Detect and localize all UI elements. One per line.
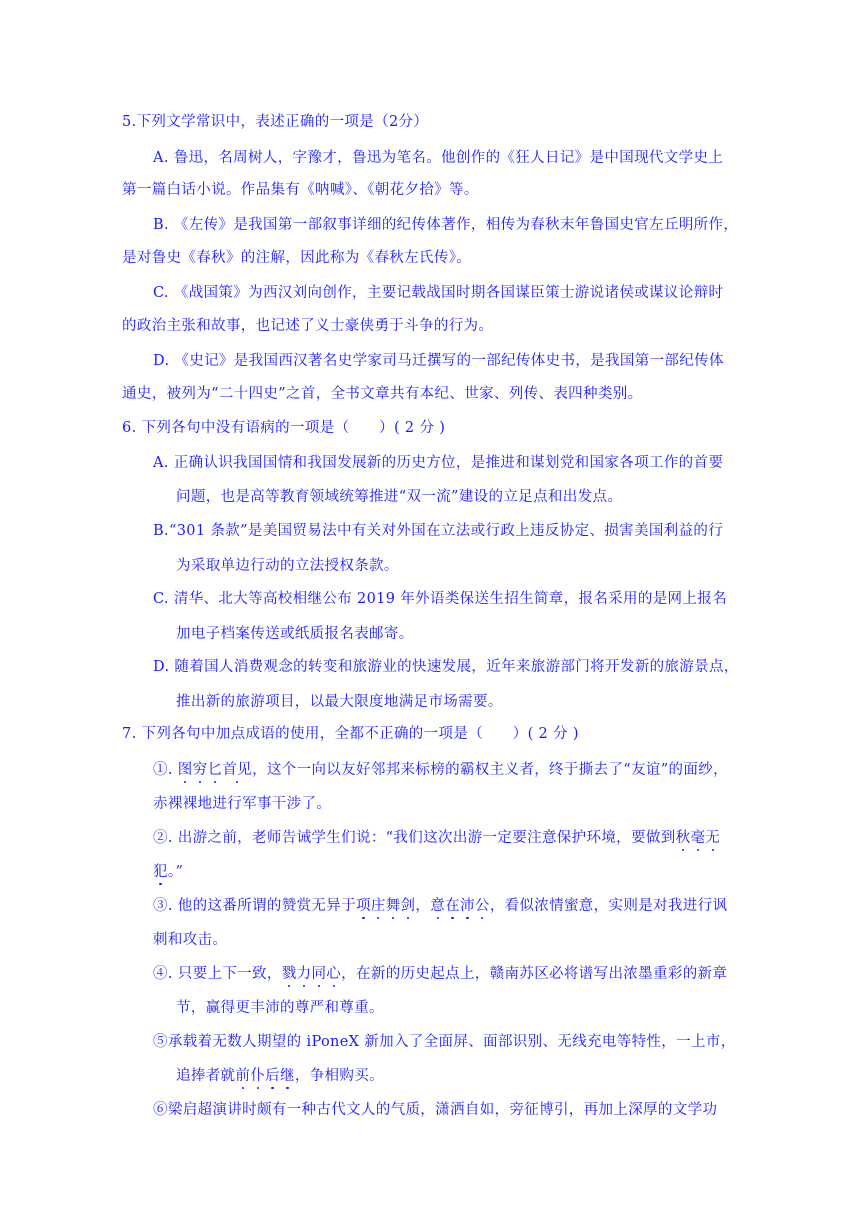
q5-option-d-line1: D. 《史记》是我国西汉著名史学家司马迁撰写的一部纪传体史书，是我国第一部纪传体 [153, 353, 724, 369]
q7-item1-line1: ①. 图穷匕首见，这个一向以友好邻邦来标榜的霸权主义者，终于撕去了“友谊”的面纱， [153, 762, 728, 778]
q7-item2-line1: ②. 出游之前，老师告诫学生们说：“我们这次出游一定要注意保护环境，要做到秋毫无 [153, 830, 721, 846]
q5-option-c-line1: C. 《战国策》为西汉刘向创作，主要记载战国时期各国谋臣策士游说诸侯或谋议论辩时 [153, 285, 724, 301]
q5-option-b-line2: 是对鲁史《春秋》的注解，因此称为《春秋左氏传》。 [122, 250, 472, 266]
q5-option-a-line1: A. 鲁迅，名周树人，字豫才，鲁迅为笔名。他创作的《狂人日记》是中国现代文学史上 [153, 150, 724, 166]
q7-item3-line2: 刺和攻击。 [153, 932, 228, 948]
q7-item5-line1: ⑤承载着无数人期望的 iPoneX 新加入了全面屏、面部识别、无线充电等特性，一上市， [153, 1034, 736, 1050]
q6-option-b-line1: B.“301 条款”是美国贸易法中有关对外国在立法或行政上违反协定、损害美国利益的行 [153, 523, 724, 539]
q7-item6-line1: ⑥梁启超演讲时颇有一种古代文人的气质，潇洒自如，旁征博引，再加上深厚的文学功 [153, 1102, 718, 1118]
q6-option-a-line2: 问题，也是高等教育领域统筹推进“双一流”建设的立足点和出发点。 [176, 489, 623, 505]
q7-stem: 7. 下列各句中加点成语的使用，全都不正确的一项是（ ）( 2 分 ) [122, 726, 579, 742]
q7-item4-line2: 节，赢得更丰沛的尊严和尊重。 [176, 1000, 384, 1016]
q6-option-c-line2: 加电子档案传送或纸质报名表邮寄。 [176, 626, 414, 642]
q5-option-a-line2: 第一篇白话小说。作品集有《呐喊》、《朝花夕拾》等。 [122, 182, 479, 198]
q6-option-b-line2: 为采取单边行动的立法授权条款。 [176, 558, 399, 574]
q6-option-d-line2: 推出新的旅游项目，以最大限度地满足市场需要。 [176, 694, 503, 710]
q5-stem: 5.下列文学常识中，表述正确的一项是（2分） [122, 114, 429, 130]
q6-option-d-line1: D. 随着国人消费观念的转变和旅游业的快速发展，近年来旅游部门将开发新的旅游景点， [153, 659, 739, 675]
q6-stem: 6. 下列各句中没有语病的一项是（ ）( 2 分 ) [122, 420, 446, 436]
q6-option-c-line1: C. 清华、北大等高校相继公布 2019 年外语类保送生招生简章，报名采用的是网上报名 [153, 591, 727, 607]
q7-item1-line2: 赤裸裸地进行军事干涉了。 [153, 796, 332, 812]
q6-option-a-line1: A. 正确认识我国国情和我国发展新的历史方位，是推进和谋划党和国家各项工作的首要 [153, 455, 724, 471]
q5-option-c-line2: 的政治主张和故事，也记述了义士豪侠勇于斗争的行为。 [122, 318, 494, 334]
q5-option-d-line2: 通史，被列为“二十四史”之首，全书文章共有本纪、世家、列传、表四种类别。 [122, 386, 643, 402]
q7-item5-line2: 追捧者就前仆后继，争相购买。 [176, 1068, 384, 1084]
q7-item2-line2: 犯。” [153, 864, 184, 880]
q7-item4-line1: ④. 只要上下一致，戮力同心，在新的历史起点上，赣南苏区必将谱写出浓墨重彩的新章 [153, 966, 728, 982]
q5-option-b-line1: B. 《左传》是我国第一部叙事详细的纪传体著作，相传为春秋末年鲁国史官左丘明所作， [153, 217, 739, 233]
q7-item3-line1: ③. 他的这番所谓的赞赏无异于项庄舞剑，意在沛公，看似浓情蜜意，实则是对我进行讽 [153, 898, 728, 914]
